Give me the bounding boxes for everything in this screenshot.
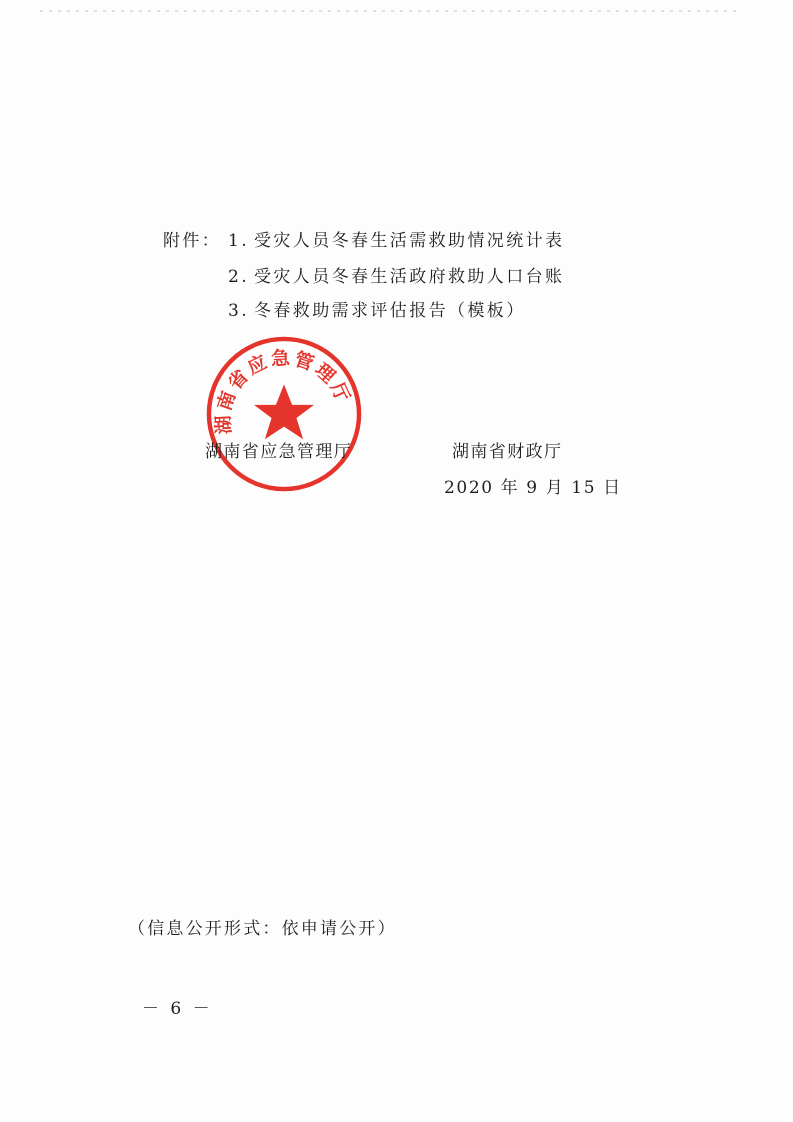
scan-artifact — [40, 10, 740, 12]
disclosure-note: （信息公开形式：依申请公开） — [128, 919, 397, 939]
page-number: － 6 － — [142, 999, 213, 1019]
official-seal — [205, 335, 363, 493]
attachment-text: 受灾人员冬春生活需救助情况统计表 — [254, 231, 565, 251]
signature-org-emergency: 湖南省应急管理厅 — [205, 442, 353, 462]
attachment-item — [228, 230, 564, 252]
attachments-label: 附件： — [163, 231, 222, 251]
attachment-number: 3. — [228, 301, 250, 321]
seal-star-icon — [254, 384, 314, 439]
seal-text: 湖南省应急管理厅 — [213, 348, 355, 435]
attachment-number: 2. — [228, 267, 250, 287]
attachment-item — [228, 300, 526, 322]
signature-date: 2020 年 9 月 15 日 — [444, 478, 622, 498]
attachment-text: 受灾人员冬春生活政府救助人口台账 — [254, 267, 565, 287]
attachment-text: 冬春救助需求评估报告（模板） — [254, 301, 526, 321]
signature-org-finance: 湖南省财政厅 — [452, 442, 563, 462]
attachment-number: 1. — [228, 231, 250, 251]
attachment-item — [228, 266, 564, 288]
